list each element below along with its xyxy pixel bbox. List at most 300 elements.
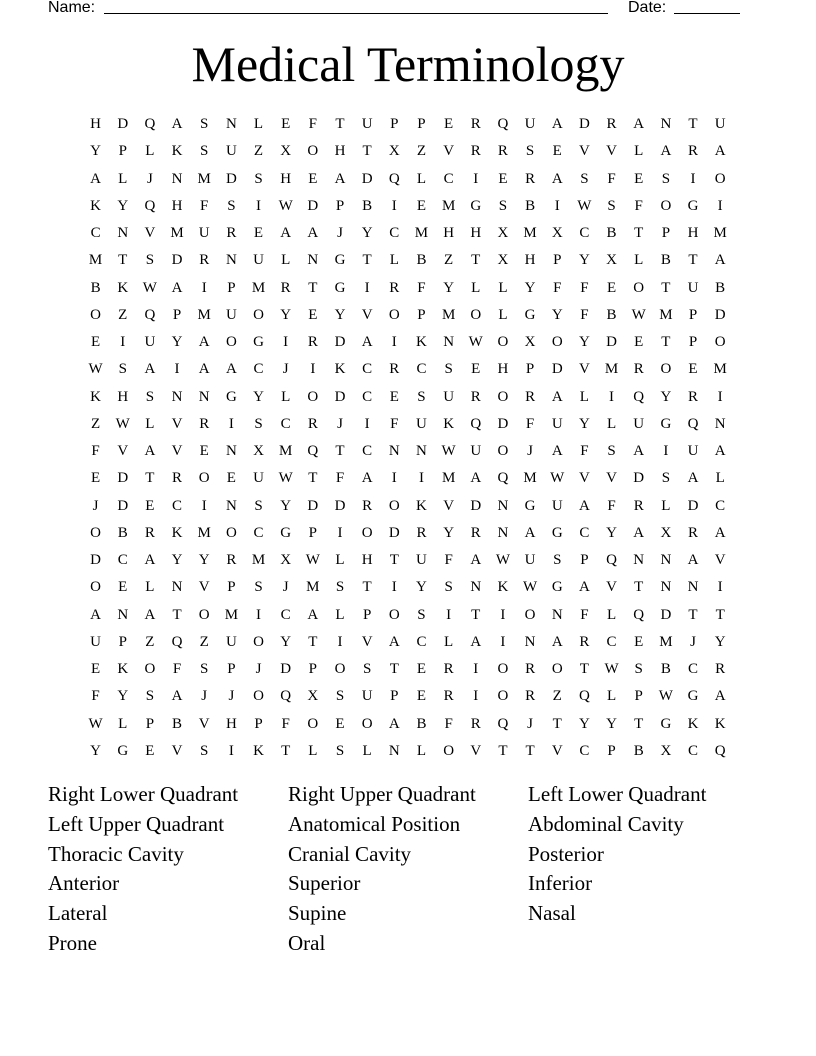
- grid-letter: V: [171, 415, 183, 432]
- grid-letter: M: [170, 225, 184, 242]
- word-list-item: Left Upper Quadrant: [48, 811, 225, 836]
- grid-letter: D: [334, 334, 346, 351]
- grid-letter: J: [527, 715, 533, 732]
- grid-letter: I: [310, 361, 316, 378]
- grid-letter: Y: [253, 388, 264, 405]
- grid-row: [82, 329, 734, 356]
- grid-letter: T: [118, 252, 128, 269]
- grid-letter: P: [390, 116, 399, 133]
- grid-letter: P: [335, 197, 345, 214]
- grid-letter: L: [253, 116, 264, 133]
- grid-letter: I: [256, 606, 262, 623]
- grid-letter: M: [197, 524, 211, 541]
- grid-letter: L: [281, 388, 291, 405]
- grid-letter: O: [225, 334, 237, 351]
- grid-letter: I: [473, 688, 479, 705]
- grid-letter: F: [607, 170, 616, 187]
- grid-letter: E: [634, 633, 644, 650]
- grid-letter: O: [497, 334, 509, 351]
- grid-letter: R: [172, 470, 183, 487]
- grid-letter: M: [713, 361, 727, 378]
- grid-letter: V: [606, 579, 617, 596]
- grid-letter: R: [226, 225, 237, 242]
- grid-letter: E: [335, 715, 345, 732]
- grid-letter: M: [306, 579, 320, 596]
- grid-letter: J: [201, 688, 208, 705]
- grid-letter: L: [606, 688, 617, 705]
- grid-letter: I: [201, 497, 207, 514]
- grid-row: [82, 220, 734, 247]
- grid-letter: M: [251, 279, 266, 296]
- grid-letter: V: [144, 225, 156, 242]
- grid-letter: W: [142, 279, 157, 296]
- grid-letter: M: [251, 552, 266, 569]
- grid-letter: Q: [578, 688, 590, 705]
- grid-letter: N: [117, 606, 129, 623]
- grid-letter: Z: [552, 688, 562, 705]
- grid-letter: R: [389, 361, 400, 378]
- grid-row: [82, 683, 734, 710]
- grid-letter: R: [688, 524, 699, 541]
- grid-letter: R: [307, 334, 318, 351]
- grid-letter: M: [713, 225, 727, 242]
- grid-letter: S: [200, 116, 209, 133]
- grid-letter: R: [470, 143, 481, 160]
- grid-letter: F: [634, 197, 643, 214]
- grid-letter: J: [282, 361, 289, 378]
- word-list-item: Anatomical Position: [288, 811, 461, 836]
- grid-letter: O: [307, 388, 319, 405]
- grid-letter: W: [278, 197, 293, 214]
- grid-letter: P: [227, 279, 236, 296]
- grid-letter: P: [553, 252, 562, 269]
- grid-letter: S: [580, 170, 589, 187]
- grid-letter: L: [471, 279, 481, 296]
- grid-letter: V: [443, 497, 455, 514]
- grid-letter: U: [361, 116, 373, 133]
- grid-letter: O: [633, 279, 645, 296]
- grid-letter: A: [551, 170, 563, 187]
- grid-letter: A: [633, 524, 645, 541]
- grid-letter: W: [495, 552, 510, 569]
- grid-letter: L: [634, 252, 644, 269]
- grid-letter: Q: [171, 633, 183, 650]
- grid-letter: G: [117, 742, 129, 759]
- grid-letter: G: [280, 524, 292, 541]
- grid-letter: O: [198, 470, 210, 487]
- grid-letter: O: [253, 306, 264, 323]
- grid-letter: E: [498, 170, 508, 187]
- grid-letter: O: [497, 443, 509, 460]
- grid-letter: Y: [171, 552, 183, 569]
- grid-letter: Y: [280, 306, 292, 323]
- grid-letter: A: [687, 470, 699, 487]
- name-label: Name:: [48, 0, 96, 16]
- grid-letter: M: [441, 306, 456, 323]
- grid-letter: R: [144, 524, 155, 541]
- grid-letter: H: [443, 225, 455, 242]
- grid-letter: Q: [144, 197, 156, 214]
- grid-letter: R: [688, 143, 699, 160]
- grid-letter: I: [609, 388, 615, 405]
- grid-letter: D: [117, 497, 129, 514]
- grid-letter: N: [524, 633, 536, 650]
- grid-letter: Y: [660, 388, 672, 405]
- grid-letter: H: [225, 715, 237, 732]
- grid-letter: M: [197, 306, 211, 323]
- grid-letter: T: [308, 470, 318, 487]
- grid-letter: S: [498, 197, 508, 214]
- grid-letter: R: [226, 552, 237, 569]
- grid-letter: E: [90, 661, 101, 678]
- grid-letter: Y: [416, 579, 427, 596]
- grid-letter: S: [634, 661, 643, 678]
- grid-letter: Y: [443, 279, 455, 296]
- grid-letter: M: [414, 225, 429, 242]
- grid-row: [82, 193, 734, 220]
- grid-letter: P: [172, 306, 182, 323]
- grid-letter: T: [661, 334, 671, 351]
- word-list-item: Right Lower Quadrant: [48, 782, 239, 806]
- word-list-item: Posterior: [528, 841, 604, 866]
- grid-letter: I: [446, 606, 452, 623]
- grid-letter: O: [361, 715, 373, 732]
- grid-letter: S: [254, 170, 263, 187]
- grid-letter: A: [633, 443, 645, 460]
- grid-letter: E: [444, 116, 454, 133]
- grid-letter: J: [92, 497, 99, 514]
- grid-letter: G: [334, 252, 346, 269]
- grid-letter: O: [307, 143, 319, 160]
- grid-letter: T: [471, 252, 481, 269]
- grid-letter: P: [118, 633, 127, 650]
- grid-letter: F: [417, 279, 426, 296]
- grid-letter: L: [335, 552, 345, 569]
- grid-letter: Y: [90, 143, 101, 160]
- word-search-grid: [82, 111, 734, 765]
- grid-letter: W: [468, 334, 483, 351]
- grid-letter: O: [253, 688, 264, 705]
- grid-letter: V: [606, 143, 617, 160]
- grid-letter: N: [660, 552, 672, 569]
- grid-letter: O: [307, 715, 319, 732]
- grid-letter: D: [171, 252, 183, 269]
- grid-letter: P: [607, 742, 616, 759]
- grid-letter: B: [117, 524, 128, 541]
- grid-letter: A: [687, 552, 699, 569]
- grid-letter: D: [361, 170, 373, 187]
- grid-letter: U: [443, 388, 455, 405]
- grid-row: [82, 411, 734, 438]
- grid-letter: N: [171, 579, 183, 596]
- grid-letter: A: [714, 443, 726, 460]
- grid-letter: R: [525, 388, 536, 405]
- grid-letter: Q: [714, 742, 726, 759]
- grid-letter: D: [307, 497, 319, 514]
- grid-letter: M: [659, 306, 673, 323]
- word-list-item: Thoracic Cavity: [48, 841, 184, 866]
- grid-letter: S: [254, 497, 263, 514]
- grid-letter: R: [389, 279, 400, 296]
- grid-letter: S: [200, 661, 209, 678]
- grid-letter: A: [470, 552, 482, 569]
- grid-letter: A: [198, 334, 210, 351]
- grid-letter: X: [497, 225, 509, 242]
- grid-letter: T: [362, 143, 372, 160]
- grid-letter: L: [145, 415, 155, 432]
- grid-letter: R: [688, 388, 699, 405]
- grid-letter: V: [171, 443, 183, 460]
- grid-letter: D: [280, 661, 292, 678]
- grid-letter: Z: [444, 252, 454, 269]
- grid-letter: L: [281, 252, 291, 269]
- grid-letter: O: [714, 170, 726, 187]
- grid-letter: J: [228, 688, 235, 705]
- grid-letter: Y: [606, 524, 617, 541]
- name-blank-line: [104, 13, 608, 14]
- grid-letter: K: [714, 715, 726, 732]
- grid-letter: F: [91, 443, 100, 460]
- grid-letter: T: [172, 606, 182, 623]
- grid-row: [82, 738, 734, 765]
- grid-row: [82, 547, 734, 574]
- grid-letter: P: [227, 661, 236, 678]
- grid-letter: L: [606, 415, 617, 432]
- grid-letter: E: [634, 170, 644, 187]
- grid-letter: X: [524, 334, 536, 351]
- grid-letter: F: [281, 715, 290, 732]
- grid-letter: Y: [198, 552, 210, 569]
- grid-letter: F: [390, 415, 399, 432]
- grid-letter: O: [144, 661, 156, 678]
- grid-letter: I: [201, 279, 207, 296]
- grid-letter: D: [660, 606, 672, 623]
- grid-letter: R: [470, 524, 481, 541]
- grid-letter: X: [307, 688, 319, 705]
- grid-row: [82, 302, 734, 329]
- grid-letter: P: [661, 225, 671, 242]
- grid-letter: S: [227, 197, 236, 214]
- grid-letter: V: [578, 470, 590, 487]
- grid-letter: D: [225, 170, 237, 187]
- grid-letter: I: [717, 579, 723, 596]
- grid-letter: Q: [633, 606, 645, 623]
- grid-letter: I: [717, 388, 723, 405]
- grid-letter: V: [198, 715, 210, 732]
- grid-letter: T: [362, 579, 372, 596]
- grid-letter: V: [361, 633, 373, 650]
- grid-letter: N: [198, 388, 210, 405]
- grid-letter: S: [417, 388, 426, 405]
- grid-letter: A: [171, 279, 183, 296]
- grid-letter: J: [337, 415, 343, 432]
- grid-letter: I: [500, 606, 506, 623]
- grid-letter: U: [714, 116, 726, 133]
- grid-row: [82, 438, 734, 465]
- word-list-item: Lateral: [48, 901, 108, 926]
- grid-letter: K: [171, 524, 183, 541]
- grid-letter: L: [606, 606, 617, 623]
- grid-letter: S: [525, 143, 535, 160]
- grid-letter: P: [308, 661, 317, 678]
- grid-row: [82, 602, 734, 629]
- grid-letter: C: [443, 170, 454, 187]
- grid-letter: T: [389, 552, 399, 569]
- grid-row: [82, 138, 734, 165]
- grid-letter: O: [714, 334, 726, 351]
- grid-letter: I: [174, 361, 180, 378]
- grid-letter: U: [253, 470, 264, 487]
- grid-letter: L: [362, 742, 372, 759]
- grid-letter: S: [335, 742, 345, 759]
- grid-letter: E: [118, 579, 128, 596]
- grid-letter: A: [280, 225, 292, 242]
- grid-letter: W: [88, 715, 103, 732]
- grid-letter: N: [443, 334, 455, 351]
- word-list-item: Nasal: [528, 901, 576, 926]
- grid-letter: N: [225, 116, 237, 133]
- grid-letter: C: [715, 497, 726, 514]
- grid-letter: K: [171, 143, 183, 160]
- grid-letter: O: [524, 606, 536, 623]
- grid-letter: A: [144, 443, 156, 460]
- grid-letter: I: [364, 415, 370, 432]
- word-list-item: Abdominal Cavity: [528, 811, 684, 836]
- grid-letter: A: [714, 524, 726, 541]
- grid-letter: C: [172, 497, 183, 514]
- grid-letter: R: [443, 661, 454, 678]
- grid-letter: I: [717, 197, 723, 214]
- grid-letter: R: [633, 497, 644, 514]
- grid-letter: L: [335, 606, 345, 623]
- grid-letter: R: [525, 661, 536, 678]
- grid-letter: E: [145, 497, 155, 514]
- grid-letter: E: [606, 279, 617, 296]
- grid-letter: W: [631, 306, 646, 323]
- grid-letter: W: [577, 197, 592, 214]
- grid-row: [82, 356, 734, 383]
- grid-letter: I: [473, 170, 479, 187]
- grid-letter: X: [497, 252, 509, 269]
- grid-letter: K: [117, 661, 129, 678]
- grid-letter: R: [497, 143, 508, 160]
- grid-letter: T: [389, 661, 399, 678]
- grid-letter: U: [633, 415, 645, 432]
- grid-letter: L: [308, 742, 318, 759]
- grid-letter: K: [117, 279, 129, 296]
- grid-letter: A: [307, 606, 319, 623]
- grid-letter: K: [253, 742, 264, 759]
- grid-letter: K: [334, 361, 346, 378]
- grid-letter: R: [362, 497, 373, 514]
- grid-letter: F: [580, 606, 589, 623]
- grid-letter: A: [90, 606, 101, 623]
- grid-letter: P: [417, 116, 426, 133]
- grid-letter: F: [200, 197, 209, 214]
- grid-letter: B: [660, 252, 671, 269]
- grid-letter: N: [225, 497, 237, 514]
- grid-letter: O: [497, 388, 509, 405]
- grid-letter: Q: [144, 306, 156, 323]
- grid-letter: E: [634, 334, 644, 351]
- grid-letter: U: [253, 252, 264, 269]
- grid-letter: B: [416, 715, 427, 732]
- grid-letter: B: [416, 252, 427, 269]
- grid-letter: R: [525, 688, 536, 705]
- grid-letter: T: [661, 279, 671, 296]
- grid-letter: T: [634, 715, 644, 732]
- grid-letter: N: [225, 443, 237, 460]
- grid-letter: E: [416, 197, 427, 214]
- grid-letter: U: [416, 415, 427, 432]
- grid-letter: L: [389, 252, 399, 269]
- grid-letter: B: [606, 306, 617, 323]
- grid-letter: E: [253, 225, 264, 242]
- grid-letter: R: [199, 252, 210, 269]
- grid-letter: I: [391, 579, 397, 596]
- grid-letter: I: [337, 524, 343, 541]
- grid-letter: X: [388, 143, 400, 160]
- grid-letter: J: [337, 225, 343, 242]
- grid-letter: H: [117, 388, 129, 405]
- grid-letter: D: [470, 497, 482, 514]
- grid-letter: S: [607, 443, 616, 460]
- grid-letter: F: [91, 688, 100, 705]
- grid-letter: S: [200, 742, 209, 759]
- grid-letter: S: [607, 197, 616, 214]
- grid-letter: N: [225, 252, 237, 269]
- grid-letter: F: [172, 661, 182, 678]
- grid-letter: A: [551, 116, 563, 133]
- grid-letter: Y: [117, 688, 129, 705]
- grid-letter: E: [389, 388, 399, 405]
- grid-letter: F: [525, 415, 535, 432]
- grid-letter: I: [228, 415, 234, 432]
- grid-letter: H: [470, 225, 482, 242]
- grid-letter: A: [144, 606, 156, 623]
- grid-letter: O: [90, 524, 101, 541]
- grid-letter: T: [281, 742, 291, 759]
- grid-letter: S: [118, 361, 127, 378]
- grid-letter: R: [470, 715, 481, 732]
- grid-letter: B: [633, 742, 644, 759]
- grid-letter: F: [553, 279, 562, 296]
- grid-letter: X: [253, 443, 264, 460]
- grid-letter: A: [714, 252, 726, 269]
- grid-letter: G: [687, 688, 699, 705]
- grid-letter: Q: [606, 552, 617, 569]
- grid-letter: T: [335, 116, 345, 133]
- grid-letter: R: [715, 661, 726, 678]
- grid-letter: J: [282, 579, 289, 596]
- grid-letter: T: [688, 252, 698, 269]
- grid-letter: X: [280, 143, 292, 160]
- grid-letter: Q: [497, 470, 509, 487]
- grid-letter: P: [580, 552, 589, 569]
- grid-letter: N: [117, 225, 129, 242]
- grid-letter: O: [225, 524, 237, 541]
- grid-letter: U: [524, 552, 536, 569]
- grid-letter: S: [200, 143, 209, 160]
- grid-letter: R: [606, 116, 617, 133]
- grid-letter: S: [254, 415, 263, 432]
- grid-letter: E: [471, 361, 481, 378]
- grid-letter: Q: [633, 388, 645, 405]
- word-list-item: Inferior: [528, 871, 593, 896]
- grid-letter: N: [388, 443, 400, 460]
- grid-letter: G: [253, 334, 264, 351]
- grid-letter: D: [388, 524, 400, 541]
